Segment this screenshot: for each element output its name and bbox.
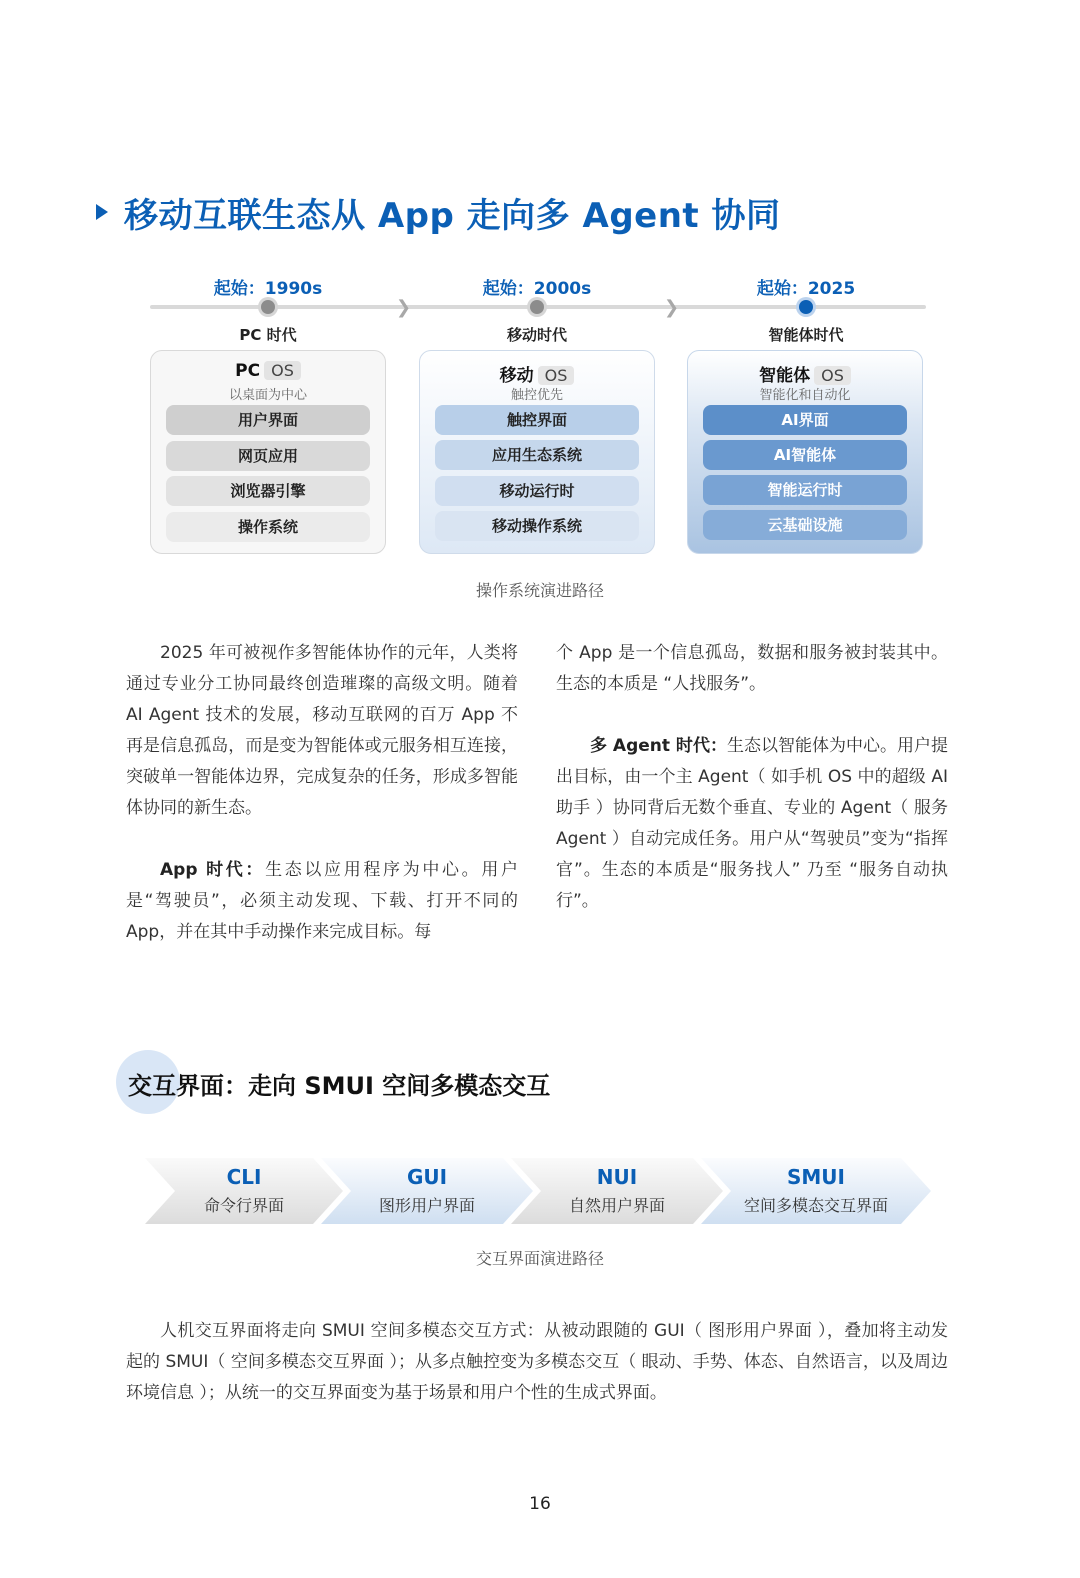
layer-item: 移动运行时: [435, 476, 639, 506]
step-abbr: NUI: [596, 1165, 638, 1189]
era-name-mobile: 移动时代: [506, 326, 567, 344]
paragraph-lead: App 时代：: [160, 860, 266, 880]
layer-item: 浏览器引擎: [166, 476, 370, 506]
os-card-pc: [150, 350, 386, 554]
era-name-agent: 智能体时代: [768, 326, 844, 344]
card-heading: [688, 361, 922, 386]
card-heading: [420, 361, 654, 386]
layer-item: AI界面: [703, 405, 907, 435]
os-tag: OS: [814, 366, 851, 385]
os-card-agent: [687, 350, 923, 554]
paragraph-body: 生态以智能体为中心。用户提出目标，由一个主 Agent（ 如手机 OS 中的超级 AI 助手 ）协同背后无数个垂直、专业的 Agent（ 服务 Agent ）自动完成任务。用户从“驾驶员”变为“指挥官”。生态的本质是“服务找人” 乃至 “服务自动执行”。: [556, 736, 949, 911]
step-abbr: SMUI: [787, 1165, 845, 1189]
figure-caption: 操作系统演进路径: [475, 581, 604, 600]
figure-caption: 交互界面演进路径: [475, 1249, 604, 1268]
step-gui: [321, 1158, 533, 1222]
card-os-name: 移动: [499, 366, 534, 386]
era-start-mobile: 起始：2000s: [482, 279, 592, 299]
layer-item: 应用生态系统: [435, 440, 639, 470]
step-abbr: CLI: [226, 1165, 262, 1189]
step-name: 图形用户界面: [378, 1196, 475, 1215]
paragraph-body: 生态以应用程序为中心。用户是“驾驶员”，必须主动发现、下载、打开不同的 App，并在其中手动操作来完成目标。每: [126, 860, 518, 942]
step-smui: [701, 1158, 931, 1222]
right-column: [556, 638, 948, 917]
card-heading: [151, 361, 385, 381]
layer-item: 触控界面: [435, 405, 639, 435]
card-os-name: PC: [235, 361, 261, 381]
layer-item: 网页应用: [166, 441, 370, 471]
os-tag: OS: [264, 361, 301, 380]
os-card-mobile: [419, 350, 655, 554]
chevron-right-icon: ❯: [664, 297, 680, 318]
card-subtitle: 智能化和自动化: [759, 388, 851, 403]
layer-item: 云基础设施: [703, 510, 907, 540]
card-subtitle: 触控优先: [510, 388, 563, 403]
era-start-pc: 起始：1990s: [213, 279, 323, 299]
layer-item: 用户界面: [166, 405, 370, 435]
step-cli: [145, 1158, 343, 1222]
paragraph: 人机交互界面将走向 SMUI 空间多模态交互方式：从被动跟随的 GUI（ 图形用户界面 ），叠加将主动发起的 SMUI（ 空间多模态交互界面 ）；从多点触控变为多模态交互（ 眼动、手势、体态、自然语言，以及周边环境信息 ）；从统一的交互界面变为基于场景和用户个性的生成式界面。: [126, 1321, 948, 1403]
left-column: [126, 638, 518, 948]
timeline-dot-mobile: [530, 300, 544, 314]
layer-item: AI智能体: [703, 440, 907, 470]
layer-item: 智能运行时: [703, 475, 907, 505]
step-name: 命令行界面: [203, 1196, 284, 1215]
paragraph: 个 App 是一个信息孤岛，数据和服务被封装其中。生态的本质是 “人找服务”。: [556, 643, 948, 694]
timeline-dot-agent: [799, 300, 813, 314]
paragraph: [556, 731, 948, 917]
layer-item: 操作系统: [166, 512, 370, 542]
card-subtitle: 以桌面为中心: [228, 388, 307, 403]
chevron-right-icon: ❯: [396, 297, 412, 318]
era-start-agent: 起始：2025: [756, 279, 856, 299]
section-title: [96, 190, 781, 234]
layer-item: 移动操作系统: [435, 511, 639, 541]
interface-steps: [145, 1158, 935, 1224]
timeline-dot-pc: [261, 300, 275, 314]
step-abbr: GUI: [406, 1165, 448, 1189]
era-name-pc: PC 时代: [239, 326, 297, 344]
paragraph: [126, 855, 518, 948]
paragraph: 2025 年可被视作多智能体协作的元年，人类将通过专业分工协同最终创造璀璨的高级文明。随着 AI Agent 技术的发展，移动互联网的百万 App 不再是信息孤岛，而是变为智能体或元服务相互连接，突破单一智能体边界，完成复杂的任务，形成多智能体协同的新生态。: [126, 643, 518, 818]
step-nui: [511, 1158, 723, 1222]
section2-paragraph: [126, 1316, 948, 1409]
paragraph-lead: 多 Agent 时代：: [590, 736, 727, 756]
step-name: 自然用户界面: [568, 1196, 665, 1215]
page-number: 16: [529, 1494, 551, 1514]
os-tag: OS: [538, 366, 575, 385]
section-title-text: 移动互联生态从 App 走向多 Agent 协同: [124, 195, 781, 236]
triangle-bullet-icon: [96, 204, 108, 220]
card-os-name: 智能体: [759, 366, 811, 386]
section2-title-text: 交互界面：走向 SMUI 空间多模态交互: [128, 1072, 551, 1100]
step-name: 空间多模态交互界面: [743, 1196, 888, 1215]
